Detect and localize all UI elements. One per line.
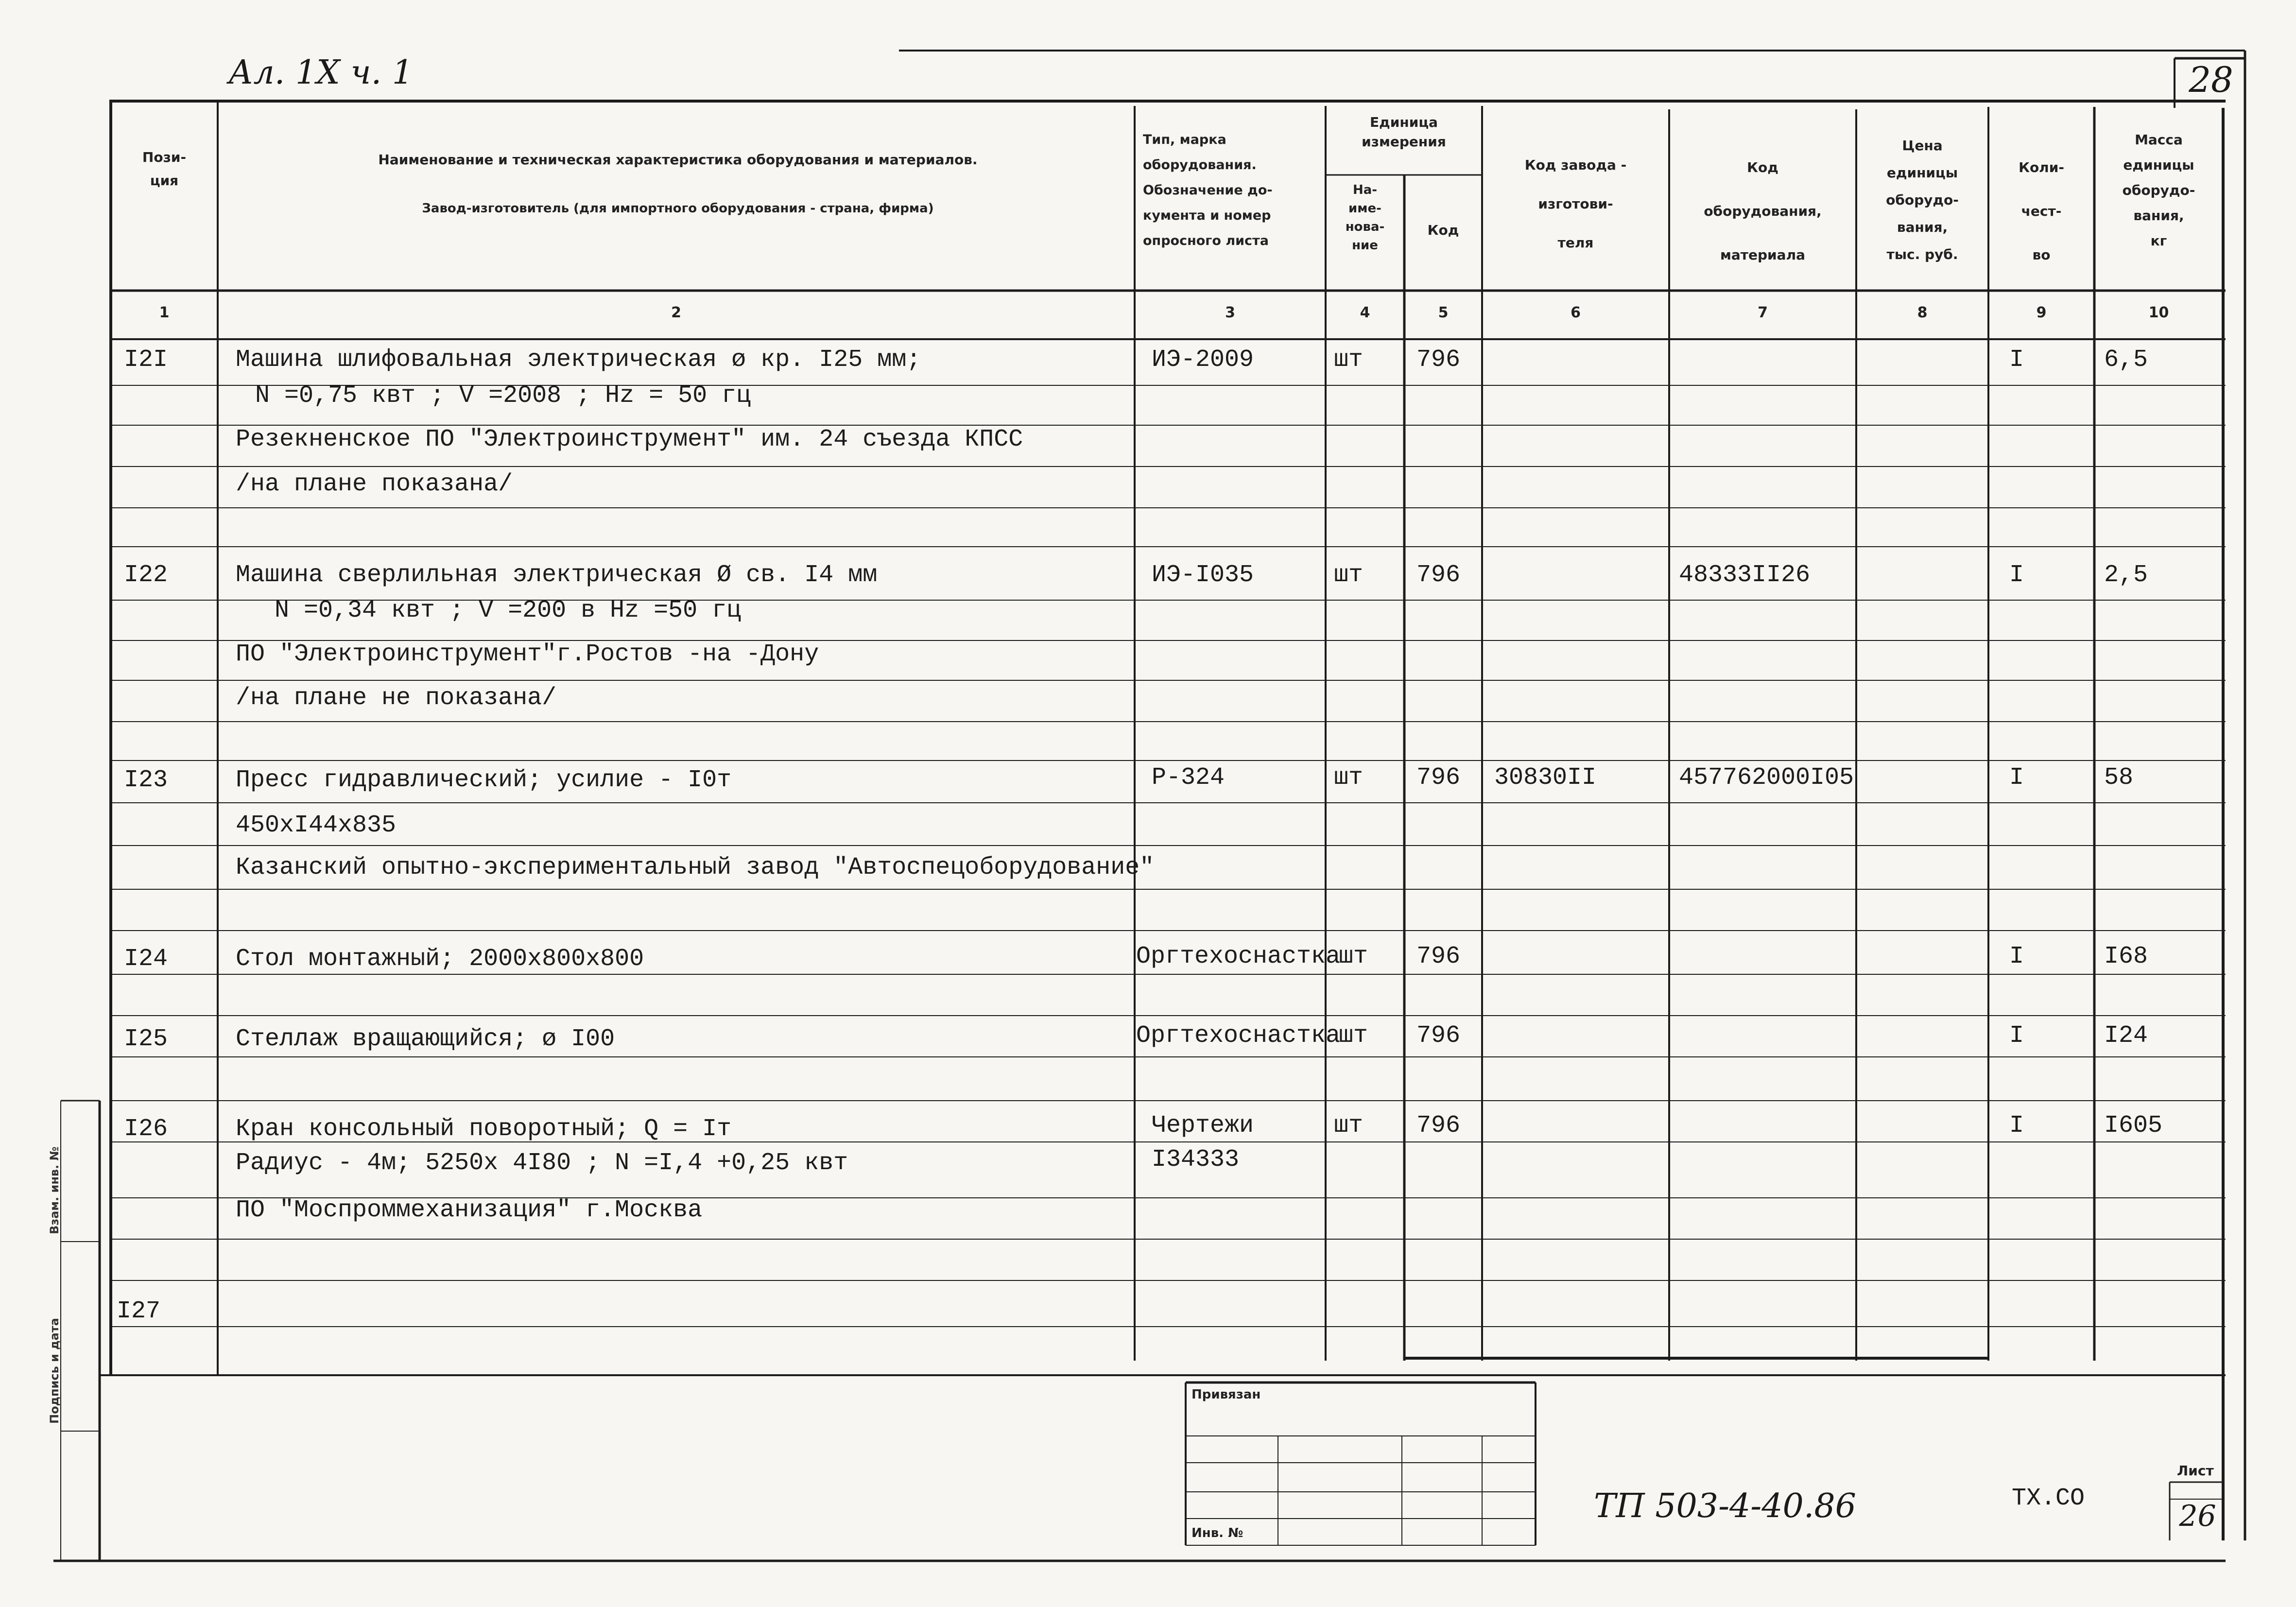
row-4-name-line-1: Стол монтажный; 2000х800х800	[236, 945, 644, 973]
row-2-unit-code: 796	[1416, 561, 1461, 589]
column-number-3: 3	[1225, 304, 1235, 321]
row-3-type: Р-324	[1152, 764, 1225, 792]
row-1-name-line-2: N =0,75 квт ; V =2008 ; Hz = 50 гц	[255, 382, 751, 410]
row-1-mass: 6,5	[2104, 346, 2148, 374]
column-number-1: 1	[159, 304, 170, 321]
row-3-unit: шт	[1334, 764, 1364, 792]
row-4-position: I24	[124, 945, 168, 973]
row-2-name-line-2: N =0,34 квт ; V =200 в Hz =50 гц	[275, 597, 742, 624]
header-unit-price: Цена единицы оборудо- вания, тыс. руб.	[1886, 138, 1959, 262]
side-label-replacement-inventory: Взам. инв. №	[48, 1146, 61, 1234]
row-6-name-line-3: ПО "Моспроммеханизация" г.Москва	[236, 1196, 703, 1224]
stamp-bound-label: Привязан	[1191, 1387, 1261, 1402]
row-2-name-line-4: /на плане не показана/	[236, 684, 557, 712]
row-5-name-line-1: Стеллаж вращающийся; ø I00	[236, 1025, 615, 1053]
section-code: ТХ.СО	[2012, 1485, 2085, 1512]
column-number-7: 7	[1758, 304, 1768, 321]
row-2-position: I22	[124, 561, 168, 589]
row-4-mass: I68	[2104, 943, 2148, 970]
column-number-10: 10	[2148, 304, 2169, 321]
row-5-type: Оргтехоснастка	[1136, 1022, 1341, 1050]
row-3-quantity: I	[2009, 764, 2024, 792]
header-name-line2: Завод-изготовитель (для импортного оборудования - страна, фирма)	[422, 201, 934, 216]
row-5-position: I25	[124, 1025, 168, 1053]
row-1-unit: шт	[1334, 346, 1364, 374]
row-1-name-line-3: Резекненское ПО "Электроинструмент" им. 24 съезда КПСС	[236, 426, 1023, 453]
header-position: Пози- ция	[142, 149, 187, 189]
column-number-5: 5	[1438, 304, 1449, 321]
row-3-unit-code: 796	[1416, 764, 1461, 792]
row-4-type: Оргтехоснастка	[1136, 943, 1341, 970]
row-2-mass: 2,5	[2104, 561, 2148, 589]
sheet-label: Лист	[2177, 1463, 2214, 1479]
row-5-mass: I24	[2104, 1022, 2148, 1050]
row-3-position: I23	[124, 766, 168, 794]
header-plant-code: Код завода - изготови- теля	[1524, 157, 1627, 251]
row-6-type-line-2: I34333	[1152, 1146, 1240, 1174]
side-label-signature-date: Подпись и дата	[48, 1318, 61, 1424]
row-3-name-line-1: Пресс гидравлический; усилие - I0т	[236, 766, 732, 794]
row-5-unit: шт	[1339, 1022, 1368, 1050]
row-6-unit: шт	[1334, 1112, 1364, 1140]
row-6-mass: I605	[2104, 1112, 2163, 1140]
row-5-unit-code: 796	[1416, 1022, 1461, 1050]
row-6-name-line-1: Кран консольный поворотный; Q = Iт	[236, 1115, 732, 1143]
header-unit-name: На- име- нова- ние	[1345, 183, 1385, 253]
row-6-name-line-2: Радиус - 4м; 5250х 4I80 ; N =I,4 +0,25 квт	[236, 1149, 848, 1177]
row-2-name-line-3: ПО "Электроинструмент"г.Ростов -на -Дону	[236, 640, 819, 668]
row-6-type: Чертежи	[1152, 1112, 1254, 1140]
row-3-name-line-2: 450хI44х835	[236, 812, 397, 839]
column-number-6: 6	[1571, 304, 1581, 321]
column-number-4: 4	[1360, 304, 1370, 321]
header-mass: Масса единицы оборудо- вания, кг	[2122, 132, 2195, 249]
column-number-2: 2	[671, 304, 681, 321]
row-4-unit: шт	[1339, 943, 1368, 970]
row-4-quantity: I	[2009, 943, 2024, 970]
header-equipment-code: Код оборудования, материала	[1704, 159, 1822, 263]
header-name-line1: Наименование и техническая характеристика оборудования и материалов.	[378, 152, 978, 168]
row-2-equipment-code: 48333II26	[1679, 561, 1811, 589]
row-7-position: I27	[117, 1297, 161, 1325]
column-number-9: 9	[2036, 304, 2047, 321]
header-unit-group: Единица измерения	[1362, 114, 1446, 150]
row-2-quantity: I	[2009, 561, 2024, 589]
top-left-note: Ал. 1X ч. 1	[228, 53, 414, 92]
row-3-mass: 58	[2104, 764, 2134, 792]
row-1-name-line-1: Машина шлифовальная электрическая ø кр. I25 мм;	[236, 346, 921, 374]
row-5-quantity: I	[2009, 1022, 2024, 1050]
row-4-unit-code: 796	[1416, 943, 1461, 970]
header-unit-code: Код	[1427, 222, 1459, 238]
row-6-quantity: I	[2009, 1112, 2024, 1140]
row-1-name-line-4: /на плане показана/	[236, 470, 513, 498]
row-3-equipment-code: 457762000I05	[1679, 764, 1854, 792]
row-1-type: ИЭ-2009	[1152, 346, 1254, 374]
row-2-type: ИЭ-I035	[1152, 561, 1254, 589]
row-1-unit-code: 796	[1416, 346, 1461, 374]
row-1-position: I2I	[124, 346, 168, 374]
header-type: Тип, марка оборудования. Обозначение до- кумента и номер опросного листа	[1143, 132, 1273, 248]
row-1-quantity: I	[2009, 346, 2024, 374]
row-6-unit-code: 796	[1416, 1112, 1461, 1140]
document-designation: ТП 503-4-40.86	[1594, 1487, 1856, 1525]
row-6-position: I26	[124, 1115, 168, 1143]
stamp-inventory-label: Инв. №	[1191, 1526, 1243, 1540]
sheet-number: 26	[2179, 1499, 2216, 1533]
row-2-unit: шт	[1334, 561, 1364, 589]
header-quantity: Коли- чест- во	[2019, 159, 2064, 263]
row-3-name-line-3: Казанский опытно-экспериментальный завод "Автоспецоборудование"	[236, 854, 1155, 881]
page-number-top: 28	[2189, 59, 2233, 100]
row-3-plant-code: 30830II	[1494, 764, 1597, 792]
row-2-name-line-1: Машина сверлильная электрическая Ø св. I4 мм	[236, 561, 878, 589]
column-number-8: 8	[1917, 304, 1928, 321]
